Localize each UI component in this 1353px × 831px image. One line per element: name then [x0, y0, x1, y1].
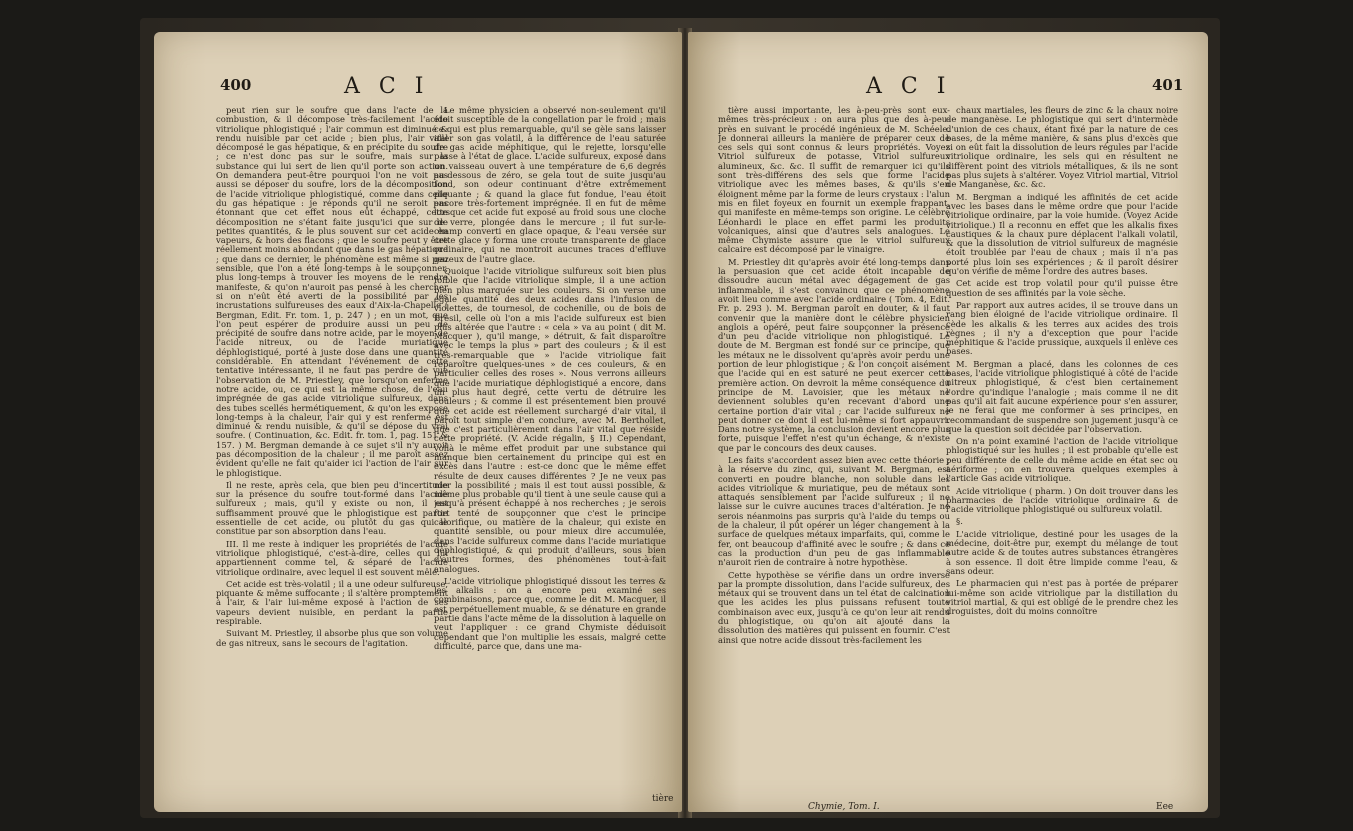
- paragraph: Cette hypothèse se vérifie dans un ordre inverse par la prompte dissolution, dans l'acide sulfureux, des métaux qui se trouvent dans un tel état de calcination que les acides les plus puissans refusent toute combinaison avec eux, jusqu'à ce qu'on leur ait rendu du phlogistique, ou qu'on ait ajouté dans la dissolution des matières qui puissent en fournir. C'est ainsi que notre acide dissout très-facilement les: [718, 569, 950, 645]
- paragraph: Quoique l'acide vitriolique sulfureux soit bien plus foible que l'acide vitriolique simple, il a une action bien plus marquée sur les couleurs. Si on verse une égale quantité des deux acides dans l'infusion de violettes, de tournesol, de cochenille, ou de bois de Bresil, celle où l'on a mis l'acide sulfureux est bien plus altérée que l'autre : « cela » va au point ( dit M. Macquer ), qu'il mange, » détruit, & fait disparoître avec le temps la plus » part des couleurs ; & il est très-remarquable que » l'acide vitriolique fait reparoître quelques-unes » de ces couleurs, & en particulier celles des roses ». Nous verrons ailleurs que l'acide muriatique déphlogistiqué a encore, dans un plus haut degré, cette vertu de détruire les couleurs ; & comme il est présentement bien prouvé que cet acide est réellement surchargé d'air vital, il paroît tout simple d'en conclure, avec M. Berthollet, que c'est particulièrement dans l'air vital que réside cette propriété. (V. Acide régalin, § II.) Cependant, voilà le même effet produit par une substance qui manque bien certainement du principe qui est en excès dans l'autre : est-ce donc que le même effet résulte de deux causes différentes ? Je ne veux pas nier la possibilité ; mais il est tout aussi possible, & même plus probable qu'il tient à une seule cause qui a jusqu'à présent échappé à nos recherches ; je serois fort tenté de soupçonner que c'est le principe calorifique, ou matière de la chaleur, qui existe en quantité sensible, ou pour mieux dire accumulée, dans l'acide sulfureux comme dans l'acide muriatique déphlogistiqué, & qui produit d'ailleurs, sous bien d'autres formes, des phénomènes tout-à-fait analogues.: [434, 266, 666, 574]
- right-column-1: [718, 106, 950, 802]
- left-page-number: 400: [220, 76, 252, 94]
- left-catchword: tière: [652, 794, 674, 804]
- paragraph: III. Il me reste à indiquer les propriétés de l'acide vitriolique phlogistiqué, c'est-à-dire, celles qui lui appartiennent comme tel, & séparé de l'acide vitriolique ordinaire, avec lequel il est souvent mêlé.: [216, 538, 448, 577]
- paragraph: Cet acide est trop volatil pour qu'il puisse être question de ses affinités par la voie sèche.: [946, 278, 1178, 298]
- signature-mark: Chymie, Tom. I.: [808, 802, 880, 812]
- paragraph: On n'a point examiné l'action de l'acide vitriolique phlogistiqué sur les huiles ; il est probable qu'elle est peu différente de celle du même acide en état sec ou aériforme ; on en trouvera quelques exemples à l'article Gas acide vitriolique.: [946, 436, 1178, 484]
- paragraph: M. Bergman a indiqué les affinités de cet acide avec les bases dans le même ordre que pour l'acide vitriolique ordinaire, par la voie humide. (Voyez Acide vitriolique.) Il a reconnu en effet que les alkalis fixes caustiques & la chaux pure déplacent l'alkali volatil, & que la dissolution de vitriol sulfureux de magnésie étoit troublée par l'eau de chaux ; mais il n'a pas porté plus loin ses expériences ; & il paroît désirer qu'on vérifie de même l'ordre des autres bases.: [946, 191, 1178, 277]
- left-page-header: A C I: [344, 74, 430, 99]
- right-page-header: A C I: [866, 74, 952, 99]
- paragraph: Les faits s'accordent assez bien avec cette théorie ; à la réserve du zinc, qui, suivant M. Bergman, est converti en poudre blanche, non soluble dans les acides vitriolique & muriatique, peu de métaux sont attaqués sensiblement par l'acide sulfureux ; il ne laisse sur le cuivre aucunes traces d'altération. Je ne serois néanmoins pas surpris qu'à l'aide du temps ou de la chaleur, il pût opérer un léger changement à la surface de quelques métaux imparfaits, qui, comme le fer, ont beaucoup d'affinité avec le soufre ; & dans ce cas la production d'un peu de gas inflammable n'auroit rien de contraire à notre hypothèse.: [718, 454, 950, 568]
- paragraph: L'acide vitriolique phlogistiqué dissout les terres & les alkalis : on a encore peu examiné ses combinaisons, parce que, comme le dit M. Macquer, il est perpétuellement muable, & se dénature en grande partie dans l'acte même de la dissolution à laquelle on veut l'appliquer : ce grand Chymiste déduisoit cependant que l'on multiplie les essais, malgré cette difficulté, parce que, dans une ma-: [434, 575, 666, 651]
- paragraph: §.: [956, 516, 963, 527]
- right-page-number: 401: [1152, 76, 1184, 94]
- left-column-1: [216, 106, 448, 802]
- right-page: [688, 32, 1208, 812]
- right-column-2: [946, 106, 1178, 802]
- left-column-2: [434, 106, 666, 802]
- open-book: [140, 18, 1220, 818]
- paragraph: Cet acide est très-volatil ; il a une odeur sulfureuse, piquante & même suffocante ; il s'altère promptement à l'air, & l'air lui-même exposé à l'action de ses vapeurs devient nuisible, en perdant la partie respirable.: [216, 578, 448, 627]
- paragraph: Par rapport aux autres acides, il se trouve dans un rang bien éloigné de l'acide vitriolique ordinaire. Il cède les alkalis & les terres aux acides des trois règnes ; il n'y a d'exception que pour l'acide méphitique & l'acide prussique, auxquels il enlève ces bases.: [946, 299, 1178, 357]
- paragraph: L'acide vitriolique, destiné pour les usages de la médecine, doit-être pur, exempt du mélange de tout autre acide & de toutes autres substances étrangères à son essence. Il doit être limpide comme l'eau, & sans odeur.: [946, 528, 1178, 576]
- paragraph: chaux martiales, les fleurs de zinc & la chaux noire de manganèse. Le phlogistique qui sert d'intermède d'union de ces chaux, étant fixé par la nature de ces bases, de la même manière, & sans plus d'excès que si on eût fait la dissolution de leurs régules par l'acide vitriolique ordinaire, les sels qui en résultent ne diffèrent point des vitriols métalliques, & ils ne sont pas plus sujets à s'altérer. Voyez Vitriol martial, Vitriol de Manganèse, &c. &c.: [946, 106, 1178, 190]
- paragraph: peut rien sur le soufre que dans l'acte de la combustion, & il décompose très-facilement l'acide vitriolique phlogistiqué ; l'air commun est diminué & rendu nuisible par cet acide ; bien plus, l'air vital décomposé le gas hépatique, & en précipite du soufre ; ce n'est donc pas sur le soufre, mais sur la substance qui lui sert de lien qu'il porte son action. On demandera peut-être pourquoi l'on ne voit pas aussi se déposer du soufre, lors de la décomposition de l'acide vitriolique phlogistiqué, comme dans celle du gas hépatique : je réponds qu'il ne seroit pas étonnant que cet effet nous eût échappé, cette décomposition ne s'étant faite jusqu'ici que sur de petites quantités, & le plus souvent sur cet acide en vapeurs, & hors des flacons ; que le soufre peut y être réellement moins abondant que dans le gas hépatique ; que dans ce dernier, le phénomène est même si peu sensible, que l'on a été long-temps à le soupçonner, plus long-temps à trouver les moyens de le rendre manifeste, & qu'on n'auroit pas pensé à les chercher si on n'eût été averti de la possibilité par les incrustations sulfureuses des eaux d'Aix-la-Chapelle ( Bergman, Edit. Fr. tom. 1, p. 247 ) ; en un mot, que l'on peut espérer de produire aussi un peu de précipité de soufre dans notre acide, par le moyen de l'acide nitreux, ou de l'acide muriatique déphlogistiqué, porté à juste dose dans une quantité considérable. En attendant l'événement de cette tentative intéressante, il ne faut pas perdre de vue l'observation de M. Priestley, que lorsqu'on enferme notre acide, ou, ce qui est la même chose, de l'eau imprégnée de gas acide vitriolique sulfureux, dans des tubes scellés hermétiquement, & qu'on les expose long-temps à la chaleur, l'air qui y est renfermé est diminué & rendu nuisible, & qu'il se dépose du vrai soufre. ( Continuation, &c. Edit. fr. tom. 1, pag. 151 & 157. ) M. Bergman demande à ce sujet s'il n'y auroit pas décomposition de la chaleur ; il me paroît assez évident qu'elle ne fait qu'aider ici l'action de l'air sur le phlogistique.: [216, 106, 448, 478]
- right-catchword: Eee: [1156, 802, 1174, 812]
- paragraph: Il ne reste, après cela, que bien peu d'incertitude sur la présence du soufre tout-formé dans l'acide sulfureux ; mais, qu'il y existe ou non, il est suffisamment prouvé que le phlogistique est partie essentielle de cet acide, ou plutôt du gas qui le constitue par son absorption dans l'eau.: [216, 479, 448, 537]
- left-page: [154, 32, 682, 812]
- paragraph: Suivant M. Priestley, il absorbe plus que son volume de gas nitreux, sans le secours de l'agitation.: [216, 628, 448, 648]
- paragraph: Le pharmacien qui n'est pas à portée de préparer lui-même son acide vitriolique par la distillation du vitriol martial, & qui est obligé de le prendre chez les droguistes, doit du moins connoître: [946, 578, 1178, 617]
- paragraph: tière aussi importante, les à-peu-près sont eux-mêmes très-précieux : on aura plus que des à-peu-près en suivant le procédé ingénieux de M. Schéele. Je donnerai ailleurs la manière de préparer ceux de ces sels qui sont connus & leurs propriétés. Voyez Vitriol sulfureux de potasse, Vitriol sulfureux alumineux, &c. &c. Il suffit de remarquer ici qu'ils sont très-différens des sels que forme l'acide vitriolique avec les mêmes bases, & qu'ils s'en éloignent même par la forme de leurs crystaux : l'alun mis en filet foyeux en fournit un exemple frappant, qui manifeste en même-temps son origine. Le célèbre Léonhardi le place en effet parmi les produits volcaniques, ainsi que d'autres sels analogues. Le même Chymiste assure que le vitriol sulfureux calcaire est décomposé par le vinaigre.: [718, 106, 950, 255]
- paragraph: Le même physicien a observé non-seulement qu'il étoit susceptible de la congellation par le froid ; mais ce qui est plus remarquable, qu'il se gèle sans laisser aller son gas volatil, à la différence de l'eau saturée de gas acide méphitique, qui le rejette, lorsqu'elle passe à l'état de glace. L'acide sulfureux, exposé dans un vaisseau ouvert à une température de 6,6 degrés au-dessous de zéro, se gela tout de suite jusqu'au fond, son odeur continuant d'être extrêmement piquante ; & quand la glace fut fondue, l'eau étoit encore très-fortement imprégnée. Il en fut de même lorsque cet acide fut exposé au froid sous une cloche de verre, plongée dans le mercure ; il fut sur-le-champ converti en glace opaque, & l'eau versée sur cette glace y forma une croute transparente de glace ordinaire, qui ne montroit aucunes traces d'effluve gazeux de l'autre glace.: [434, 106, 666, 264]
- paragraph: M. Bergman a placé, dans les colonnes de ces bases, l'acide vitriolique phlogistiqué à côté de l'acide nitreux phlogistiqué, & c'est bien certainement l'ordre qu'indique l'analogie ; mais comme il ne dit pas qu'il ait fait aucune expérience pour s'en assurer, je ne ferai que me conformer à ses principes, en recommandant de suspendre son jugement jusqu'à ce que la question soit décidée par l'observation.: [946, 358, 1178, 434]
- paragraph: Acide vitriolique ( pharm. ) On doit trouver dans les pharmacies de l'acide vitriolique ordinaire & de l'acide vitriolique phlogistiqué ou sulfureux volatil.: [946, 485, 1178, 515]
- paragraph: M. Priestley dit qu'après avoir été long-temps dans la persuasion que cet acide étoit incapable de dissoudre aucun métal avec dégagement de gas inflammable, il s'est convaincu que ce phénomène avoit lieu comme avec l'acide ordinaire ( Tom. 4, Edit. Fr. p. 293 ). M. Bergman paroît en douter, & il faut convenir que la manière dont le célèbre physicien anglois a opéré, peut faire soupçonner la présence d'un peu d'acide vitriolique non phlogistiqué. Le doute de M. Bergman est fondé sur ce principe, que les métaux ne le dissolvent qu'après avoir perdu une portion de leur phlogistique ; & l'on conçoit aisément que l'acide qui en est saturé ne peut exercer cette première action. On devroit la même conséquence du principe de M. Lavoisier, que les métaux ne deviennent solubles qu'en recevant d'abord une certaine portion d'air vital ; car l'acide sulfureux ne peut donner ce dont il est lui-même si fort appauvri. Dans notre système, la conclusion devient encore plus forte, puisque l'effet n'est qu'un échange, & n'existe que par le concours des deux causes.: [718, 256, 950, 453]
